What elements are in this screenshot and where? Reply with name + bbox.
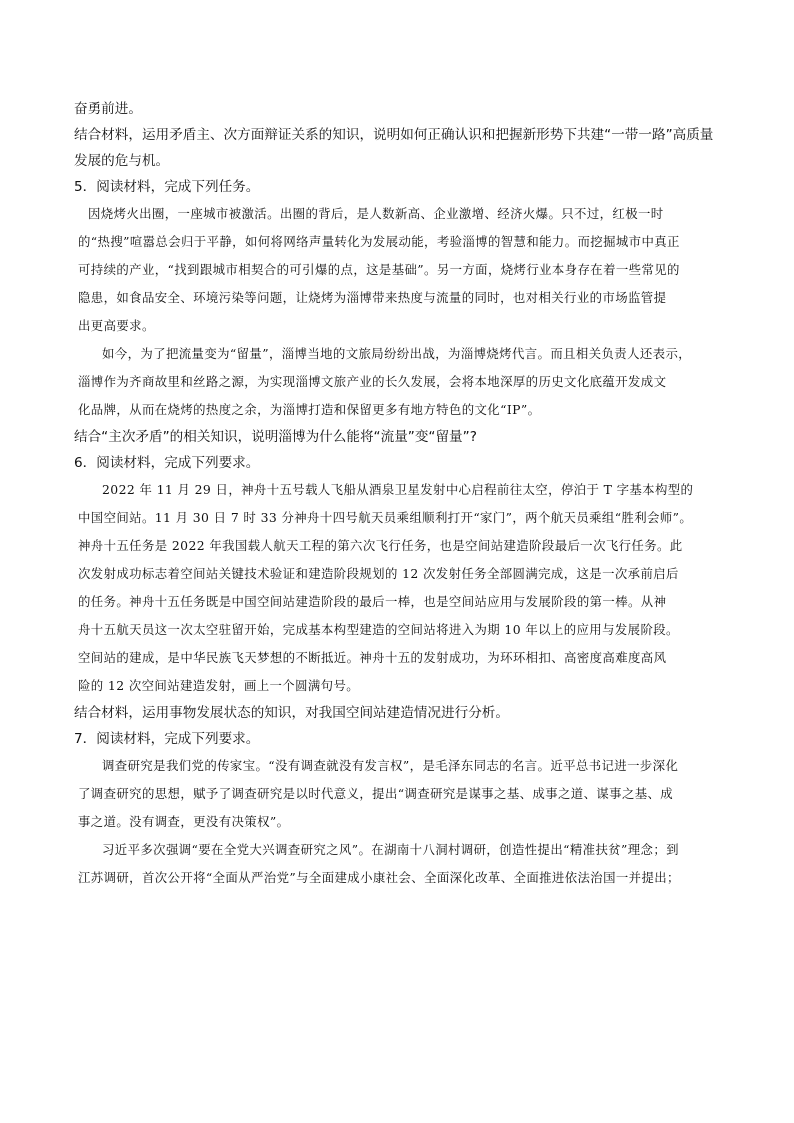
text-line: 舟十五航天员这一次太空驻留开始，完成基本构型建造的空间站将进入为期 10 年以上的应用与发展阶段。 [78,622,679,637]
document-page [74,96,724,892]
text-line: 中国空间站。11 月 30 日 7 时 33 分神舟十四号航天员乘组顺利打开“家门”，两个航天员乘组“胜利会师”。 [78,510,693,525]
text-line: 化品牌，从而在烧烤的热度之余，为淄博打造和保留更多有地方特色的文化“IP”。 [78,402,541,417]
text-line: 如今，为了把流量变为“留量”，淄博当地的文旅局纷纷出战，为淄博烧烤代言。而且相关负责人还表示， [102,346,692,361]
text-line: 习近平多次强调“要在全党大兴调查研究之风”。在湖南十八洞村调研，创造性提出“精准扶贫”理念；到 [102,842,679,857]
text-line: 的“热搜”喧嚣总会归于平静，如何将网络声量转化为发展动能，考验淄博的智慧和能力。而挖掘城市中真正 [78,234,680,249]
text-line: 淄博作为齐商故里和丝路之源，为实现淄博文旅产业的长久发展，会将本地深厚的历史文化底蕴开发成文 [78,374,667,389]
text-line: 次发射成功标志着空间站关键技术验证和建造阶段规划的 12 次发射任务全部圆满完成，这是一次承前启后 [78,566,679,581]
text-line: 结合材料，运用矛盾主、次方面辩证关系的知识，说明如何正确认识和把握新形势下共建“一带一路”高质量 [74,127,714,143]
text-line: 了调查研究的思想，赋予了调查研究是以时代意义，提出“调查研究是谋事之基、成事之道、谋事之基、成 [78,786,674,801]
text-line: 因烧烤火出圈，一座城市被激活。出圈的背后，是人数新高、企业激增、经济火爆。只不过，红极一时 [88,206,664,221]
text-line: 结合“主次矛盾”的相关知识，说明淄博为什么能将“流量”变“留量”? [74,429,477,445]
text-line: 奋勇前进。 [74,101,142,117]
text-line: 出更高要求。 [78,318,155,333]
text-line: 2022 年 11 月 29 日，神舟十五号载人飞船从酒泉卫星发射中心启程前往太空，停泊于 T 字基本构型的 [102,482,694,497]
text-line: 江苏调研，首次公开将“全面从严治党”与全面建成小康社会、全面深化改革、全面推进依法治国一并提出； [78,870,680,885]
text-line: 调查研究是我们党的传家宝。“没有调查就没有发言权”，是毛泽东同志的名言。近平总书记进一步深化 [102,758,679,773]
text-line: 的任务。神舟十五任务既是中国空间站建造阶段的最后一棒，也是空间站应用与发展阶段的第一棒。从神 [78,594,667,609]
text-line: 5．阅读材料，完成下列任务。 [74,179,260,195]
text-line: 7．阅读材料，完成下列要求。 [74,731,260,747]
text-line: 空间站的建成，是中华民族飞天梦想的不断抵近。神舟十五的发射成功，为环环相扣、高密度高难度高风 [78,650,667,665]
text-line: 结合材料，运用事物发展状态的知识，对我国空间站建造情况进行分析。 [74,705,509,721]
text-line: 6．阅读材料，完成下列要求。 [74,455,260,471]
text-line: 隐患，如食品安全、环境污染等问题，让烧烤为淄博带来热度与流量的同时，也对相关行业的市场监管提 [78,290,667,305]
text-line: 险的 12 次空间站建造发射，画上一个圆满句号。 [78,678,360,693]
text-line: 发展的危与机。 [74,153,170,169]
text-line: 事之道。没有调查，更没有决策权”。 [78,814,290,829]
text-line: 神舟十五任务是 2022 年我国载人航天工程的第六次飞行任务，也是空间站建造阶段最后一次飞行任务。此 [78,538,683,553]
text-line: 可持续的产业，“找到跟城市相契合的可引爆的点，这是基础”。另一方面，烧烤行业本身存在着一些常见的 [78,262,680,277]
